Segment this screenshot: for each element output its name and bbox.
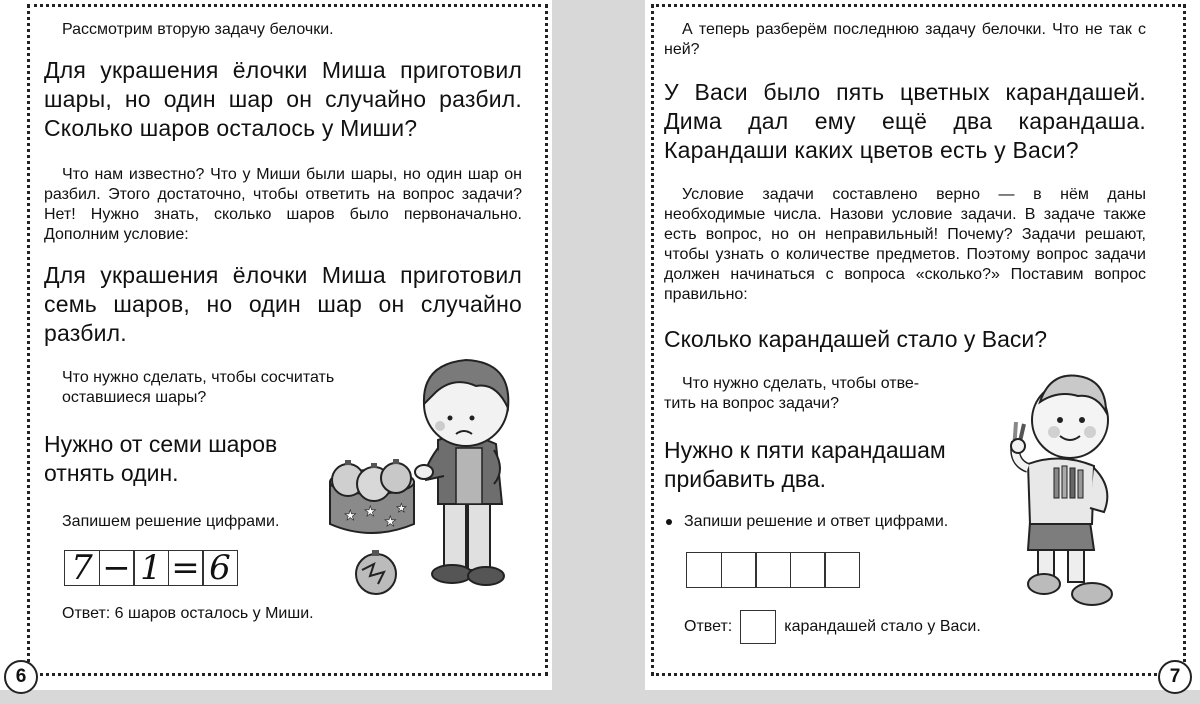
solution-empty-cell[interactable] <box>824 552 860 588</box>
page-number-right: 7 <box>1158 660 1192 694</box>
boy-with-ornaments-illustration <box>326 352 516 600</box>
left-answer: Ответ: 6 шаров осталось у Миши. <box>62 605 314 622</box>
right-question-fixed: Сколько карандашей стало у Васи? <box>664 326 1048 352</box>
solution-empty-cell[interactable] <box>790 552 826 588</box>
boy-figure <box>415 360 508 585</box>
right-answer-line2: прибавить два. <box>664 466 827 492</box>
left-analysis: Что нам известно? Что у Миши были шары, но один шар он разбил. Этого достаточно, чтобы ответить на вопрос задачи? Нет! Нужно знать, сколько шаров было первоначально. Дополним условие: <box>44 166 522 243</box>
page-number-left: 6 <box>4 660 38 694</box>
svg-text:★: ★ <box>344 507 357 523</box>
ornament-box <box>330 459 414 533</box>
answer-empty-box[interactable] <box>740 610 776 644</box>
right-analysis: Условие задачи составлено верно — в нём даны необходимые числа. Назови условие задачи. В задаче также есть вопрос, но он неправильный! Почему? Задачи решают, чтобы узнать о количестве предметов. Поэтому вопрос задачи должен начинаться с вопроса «сколько?» Поставим вопрос правильно: <box>664 186 1146 303</box>
solution-cell: 1 <box>133 550 169 586</box>
left-write-prompt: Запишем решение цифрами. <box>62 513 280 530</box>
svg-text:★: ★ <box>364 503 377 519</box>
right-question-line2: тить на вопрос задачи? <box>664 395 839 412</box>
solution-cell: 7 <box>64 550 100 586</box>
left-answer-line2: отнять один. <box>44 460 179 486</box>
left-question-line1: Что нужно сделать, чтобы сосчитать <box>62 369 335 386</box>
left-intro: Рассмотрим вторую задачу белочки. <box>62 21 334 38</box>
right-answer-line1: Нужно к пяти карандашам <box>664 437 946 463</box>
bullet-icon <box>666 519 672 525</box>
right-intro: А теперь разберём последнюю задачу белочки. Что не так с ней? <box>664 21 1146 58</box>
right-question-line1: Что нужно сделать, чтобы отве- <box>682 375 920 392</box>
right-answer-line <box>664 610 1148 644</box>
answer-prefix: Ответ: <box>684 618 733 636</box>
left-question-line2: оставшиеся шары? <box>62 389 207 406</box>
svg-text:★: ★ <box>384 513 397 529</box>
right-task-text: Запиши решение и ответ цифрами. <box>684 513 949 530</box>
left-problem-fixed: Для украшения ёлочки Миша приготовил семь шаров, но один шар он случайно разбил. <box>44 262 522 346</box>
left-answer-line1: Нужно от семи шаров <box>44 431 278 457</box>
broken-ornament <box>356 550 396 594</box>
solution-empty-cell[interactable] <box>686 552 722 588</box>
solution-cell: 6 <box>202 550 238 586</box>
answer-suffix: карандашей стало у Васи. <box>784 618 981 636</box>
boy-with-pencils-illustration <box>998 372 1128 612</box>
solution-empty-cell[interactable] <box>721 552 757 588</box>
solution-empty-cell[interactable] <box>755 552 791 588</box>
solution-cell: = <box>168 550 204 586</box>
solution-cell: − <box>99 550 135 586</box>
svg-text:★: ★ <box>396 501 407 515</box>
right-problem: У Васи было пять цветных карандашей. Дима дал ему ещё два карандаша. Карандаши каких цветов есть у Васи? <box>664 79 1146 163</box>
left-problem: Для украшения ёлочки Миша приготовил шары, но один шар он случайно разбил. Сколько шаров осталось у Миши? <box>44 57 522 141</box>
